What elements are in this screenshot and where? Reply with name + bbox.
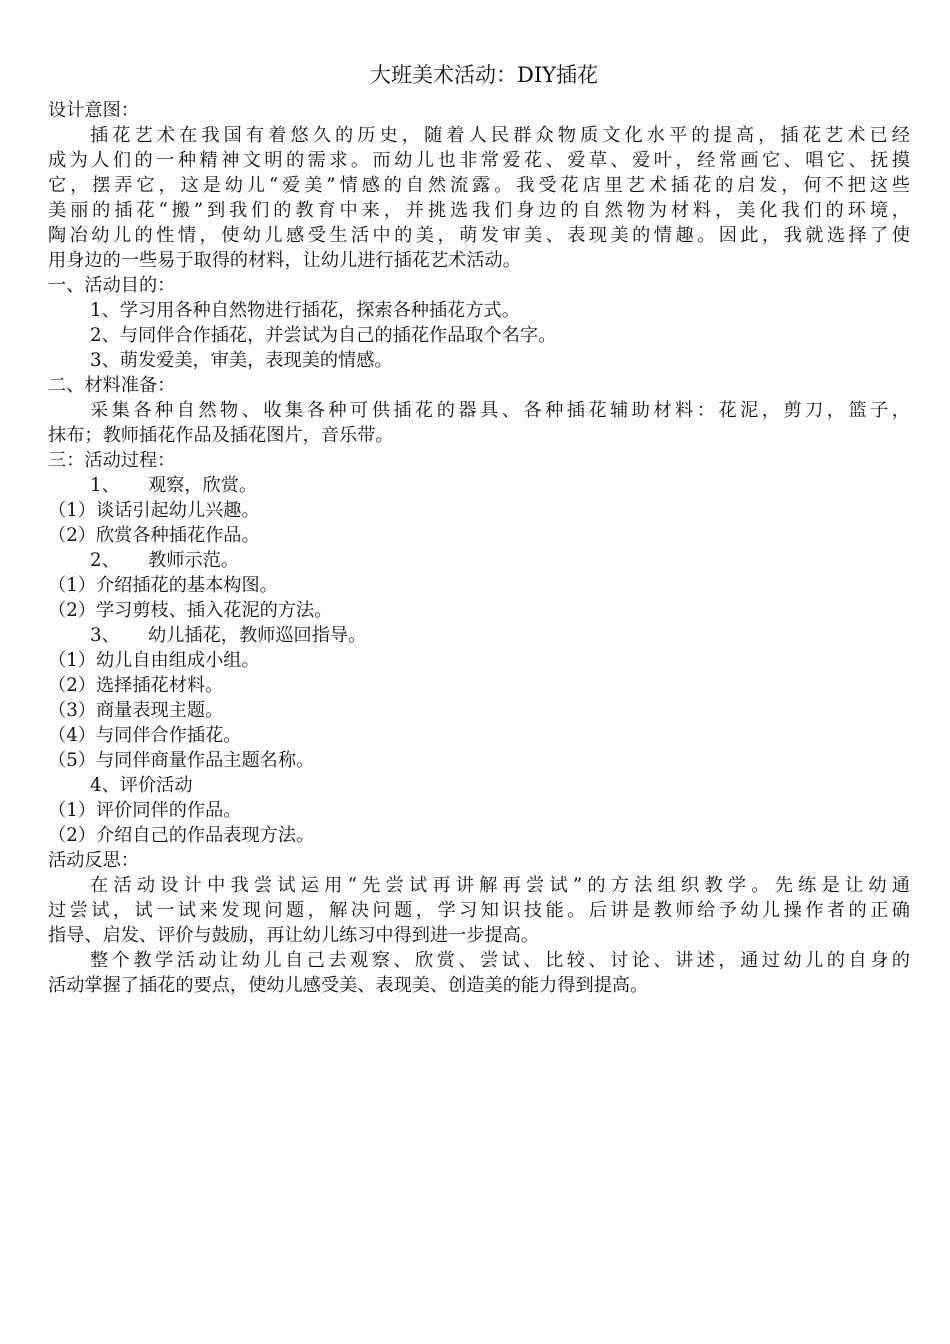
design-line: 成为人们的一种精神文明的需求。而幼儿也非常爱花、爱草、爱叶，经常画它、唱它、抚摸 — [48, 150, 910, 171]
reflection-line: 过尝试，试一试来发现问题，解决问题，学习知识技能。后讲是教师给予幼儿操作者的正确 — [48, 900, 910, 921]
materials-line: 抹布；教师插花作品及插花图片，音乐带。 — [48, 425, 394, 446]
process-subitem: （2）学习剪枝、插入花泥的方法。 — [48, 600, 333, 621]
step-text: 教师示范。 — [148, 550, 239, 571]
design-line: 美丽的插花“搬”到我们的教育中来，并挑选我们身边的自然物为材料，美化我们的环境， — [48, 200, 910, 221]
goal-item: 1、学习用各种自然物进行插花，探索各种插花方式。 — [90, 300, 520, 321]
process-subitem: （5）与同伴商量作品主题名称。 — [48, 750, 315, 771]
reflection-line: 指导、启发、评价与鼓励，再让幼儿练习中得到进一步提高。 — [48, 925, 540, 946]
step-number: 2、 — [90, 550, 120, 571]
reflection-line: 整个教学活动让幼儿自己去观察、欣赏、尝试、比较、讨论、讲述，通过幼儿的自身的 — [90, 950, 910, 971]
process-subitem: （2）介绍自己的作品表现方法。 — [48, 825, 315, 846]
design-line: 陶冶幼儿的性情，使幼儿感受生活中的美，萌发审美、表现美的情趣。因此，我就选择了使 — [48, 225, 910, 246]
process-subitem: （2）选择插花材料。 — [48, 675, 224, 696]
goal-item: 3、萌发爱美，审美，表现美的情感。 — [90, 350, 393, 371]
process-subitem: （2）欣赏各种插花作品。 — [48, 525, 260, 546]
process-step: 4、评价活动 — [90, 775, 193, 796]
section-heading-goals: 一、活动目的： — [48, 275, 176, 296]
design-line: 它，摆弄它，这是幼儿“爱美”情感的自然流露。我受花店里艺术插花的启发，何不把这些 — [48, 175, 910, 196]
process-step — [48, 473, 910, 498]
process-subitem: （1）幼儿自由组成小组。 — [48, 650, 260, 671]
reflection-line: 活动掌握了插花的要点，使幼儿感受美、表现美、创造美的能力得到提高。 — [48, 975, 649, 996]
process-subitem: （1）谈话引起幼儿兴趣。 — [48, 500, 260, 521]
design-line: 用身边的一些易于取得的材料，让幼儿进行插花艺术活动。 — [48, 250, 521, 271]
page-title: 大班美术活动：DIY插花 — [370, 63, 598, 87]
process-subitem: （1）评价同伴的作品。 — [48, 800, 242, 821]
materials-line: 采集各种自然物、收集各种可供插花的器具、各种插花辅助材料：花泥，剪刀，篮子， — [90, 400, 910, 421]
process-subitem: （4）与同伴合作插花。 — [48, 725, 242, 746]
process-step — [48, 623, 910, 648]
reflection-line: 在活动设计中我尝试运用“先尝试再讲解再尝试”的方法组织教学。先练是让幼通 — [90, 875, 910, 896]
section-heading-process: 三：活动过程： — [48, 450, 176, 471]
step-number: 3、 — [90, 625, 120, 646]
process-subitem: （1）介绍插花的基本构图。 — [48, 575, 278, 596]
process-subitem: （3）商量表现主题。 — [48, 700, 224, 721]
process-step — [48, 548, 910, 573]
goal-item: 2、与同伴合作插花，并尝试为自己的插花作品取个名字。 — [90, 325, 557, 346]
section-heading-reflection: 活动反思： — [48, 850, 139, 871]
step-number: 1、 — [90, 475, 120, 496]
step-text: 观察，欣赏。 — [148, 475, 258, 496]
section-heading-materials: 二、材料准备： — [48, 375, 176, 396]
document-page — [48, 60, 910, 998]
step-text: 幼儿插花，教师巡回指导。 — [148, 625, 367, 646]
section-heading-design: 设计意图： — [48, 100, 139, 121]
design-line: 插花艺术在我国有着悠久的历史，随着人民群众物质文化水平的提高，插花艺术已经 — [90, 125, 910, 146]
